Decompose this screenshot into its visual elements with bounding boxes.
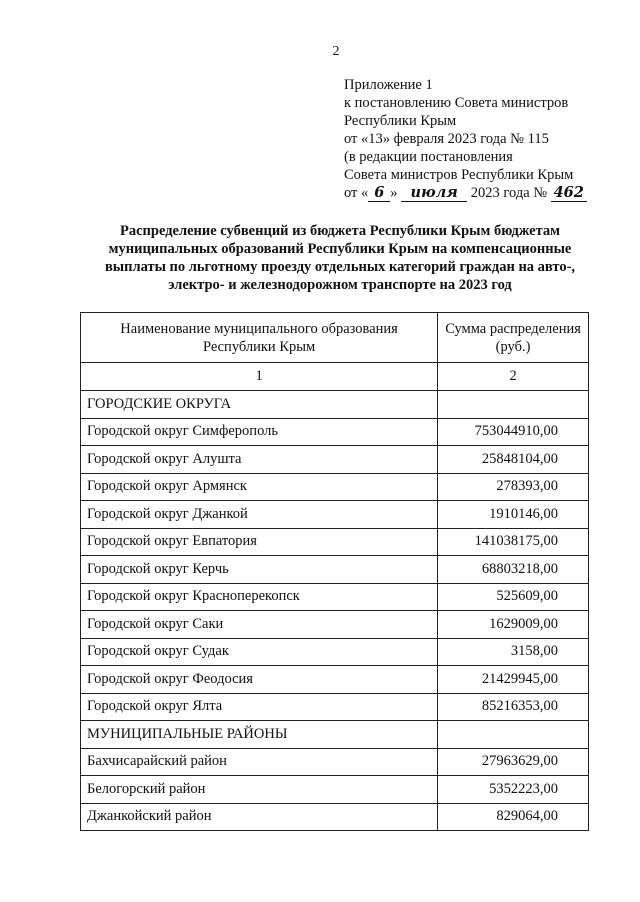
municipality-name-cell: Городской округ Ялта — [81, 693, 438, 721]
table-row — [81, 556, 589, 584]
handwritten-month: июля — [401, 185, 467, 202]
municipality-name-cell: ГОРОДСКИЕ ОКРУГА — [81, 391, 438, 419]
date-mid: » — [390, 185, 398, 201]
amount-cell: 141038175,00 — [438, 528, 589, 556]
table-row — [81, 418, 589, 446]
table-row — [81, 501, 589, 529]
municipality-name-cell: Городской округ Феодосия — [81, 666, 438, 694]
municipality-name-cell: Городской округ Джанкой — [81, 501, 438, 529]
table-row — [81, 748, 589, 776]
municipality-name-cell: Городской округ Керчь — [81, 556, 438, 584]
municipality-name-cell: Бахчисарайский район — [81, 748, 438, 776]
table-row — [81, 391, 589, 419]
amount-cell: 27963629,00 — [438, 748, 589, 776]
amount-cell: 21429945,00 — [438, 666, 589, 694]
amount-cell: 753044910,00 — [438, 418, 589, 446]
handwritten-number: 462 — [551, 185, 587, 202]
amount-cell — [438, 721, 589, 749]
table-row — [81, 803, 589, 831]
handwritten-day: 6 — [368, 185, 390, 202]
amount-cell: 5352223,00 — [438, 776, 589, 804]
municipality-name-cell: Городской округ Саки — [81, 611, 438, 639]
appendix-block — [344, 76, 587, 202]
appendix-line: от «13» февраля 2023 года № 115 — [344, 131, 549, 147]
municipality-name-cell: Городской округ Судак — [81, 638, 438, 666]
municipality-name-cell: Белогорский район — [81, 776, 438, 804]
amount-cell: 829064,00 — [438, 803, 589, 831]
amount-cell: 25848104,00 — [438, 446, 589, 474]
table-row — [81, 638, 589, 666]
appendix-line: к постановлению Совета министров — [344, 95, 569, 111]
header-sum-cell: Сумма распределения (руб.) — [438, 313, 589, 363]
appendix-line: (в редакции постановления — [344, 149, 513, 165]
amount-cell: 278393,00 — [438, 473, 589, 501]
table-row — [81, 446, 589, 474]
table-row — [81, 611, 589, 639]
table-row — [81, 693, 589, 721]
amount-cell: 68803218,00 — [438, 556, 589, 584]
column-number-1: 1 — [81, 363, 438, 391]
table-row — [81, 776, 589, 804]
amount-cell: 1629009,00 — [438, 611, 589, 639]
amount-cell: 85216353,00 — [438, 693, 589, 721]
amount-cell: 3158,00 — [438, 638, 589, 666]
amount-cell: 1910146,00 — [438, 501, 589, 529]
column-number-row — [81, 363, 589, 391]
table-row — [81, 583, 589, 611]
municipality-name-cell: Городской округ Евпатория — [81, 528, 438, 556]
table-row — [81, 473, 589, 501]
municipality-name-cell: МУНИЦИПАЛЬНЫЕ РАЙОНЫ — [81, 721, 438, 749]
table-row — [81, 721, 589, 749]
column-number-2: 2 — [438, 363, 589, 391]
date-year: 2023 года № — [470, 185, 548, 201]
distribution-table — [80, 312, 589, 831]
date-prefix: от « — [344, 185, 369, 201]
table-row — [81, 528, 589, 556]
municipality-name-cell: Городской округ Алушта — [81, 446, 438, 474]
amount-cell: 525609,00 — [438, 583, 589, 611]
appendix-date-line — [344, 184, 587, 202]
appendix-line: Совета министров Республики Крым — [344, 167, 574, 183]
distribution-table-body — [81, 313, 589, 831]
municipality-name-cell: Городской округ Красноперекопск — [81, 583, 438, 611]
page-number: 2 — [332, 44, 340, 59]
table-header-row — [81, 313, 589, 363]
municipality-name-cell: Городской округ Симферополь — [81, 418, 438, 446]
table-row — [81, 666, 589, 694]
municipality-name-cell: Городской округ Армянск — [81, 473, 438, 501]
document-title: Распределение субвенций из бюджета Республики Крым бюджетам муниципальных образований Республики Крым на компенсационные выплаты по льготному проезду отдельных категорий граждан на авто-, электро- и железнодорожном транспорте на 2023 год — [104, 223, 576, 293]
municipality-name-cell: Джанкойский район — [81, 803, 438, 831]
appendix-line: Республики Крым — [344, 113, 457, 129]
header-name-cell: Наименование муниципального образования Республики Крым — [81, 313, 438, 363]
amount-cell — [438, 391, 589, 419]
appendix-line: Приложение 1 — [344, 77, 433, 93]
